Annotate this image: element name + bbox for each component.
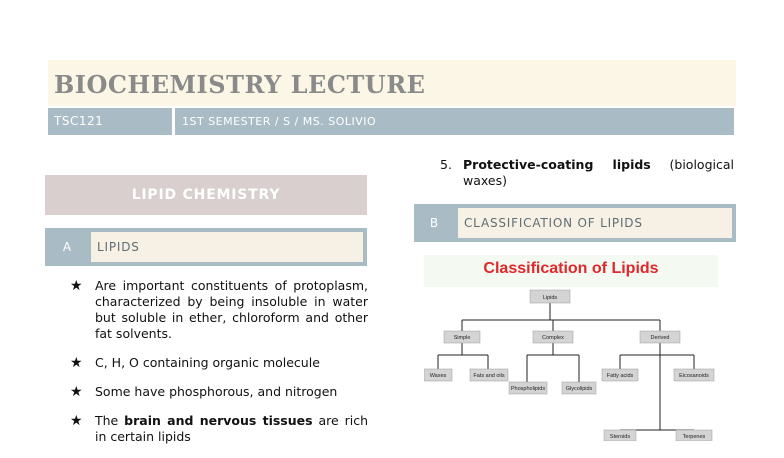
- node-glycolipids: Glycolipids: [565, 386, 593, 392]
- list-item: [70, 355, 368, 371]
- subsection-label: CLASSIFICATION OF LIPIDS: [458, 208, 732, 238]
- list-item: [70, 278, 368, 342]
- star-bullet-icon: ★: [70, 384, 83, 400]
- item-number: 5.: [440, 157, 452, 172]
- course-code: TSC121: [48, 108, 172, 135]
- tree-connectors: [438, 303, 694, 430]
- bullet-text-post: are rich in certain lipids: [95, 413, 368, 444]
- subsection-header-b: [414, 204, 736, 242]
- classification-figure: [424, 255, 718, 441]
- figure-title: Classification of Lipids: [483, 260, 659, 277]
- header-meta-row: [48, 108, 736, 135]
- subsection-header-a: [45, 228, 367, 266]
- subsection-label: LIPIDS: [91, 232, 363, 262]
- node-complex: Complex: [542, 335, 564, 341]
- subsection-letter: A: [62, 240, 72, 254]
- course-info: 1ST SEMESTER / S / MS. SOLIVIO: [175, 108, 734, 135]
- bullet-text-pre: The: [95, 413, 125, 428]
- node-fatty-acids: Fatty acids: [606, 373, 634, 379]
- node-simple: Simple: [453, 335, 471, 341]
- section-title: LIPID CHEMISTRY: [45, 175, 367, 215]
- node-fats-oils: Fats and oils: [473, 373, 505, 379]
- star-bullet-icon: ★: [70, 413, 83, 429]
- node-phospholipids: Phospholipids: [510, 386, 546, 392]
- node-derived: Derived: [650, 335, 670, 341]
- bullet-text-bold: brain and nervous tissues: [124, 413, 313, 428]
- list-item: [70, 384, 368, 400]
- item-bold-text: Protective-coating lipids: [463, 157, 651, 172]
- node-root: Lipids: [542, 295, 558, 301]
- node-terpenes: Terpenes: [682, 434, 706, 440]
- document-title: BIOCHEMISTRY LECTURE: [54, 70, 426, 99]
- subsection-letter: B: [429, 216, 439, 230]
- bullet-list: [70, 278, 368, 458]
- star-bullet-icon: ★: [70, 278, 83, 294]
- item-rest-text: (biological waxes): [463, 157, 734, 188]
- numbered-item: [440, 157, 734, 189]
- bullet-text: C, H, O containing organic molecule: [95, 355, 320, 370]
- node-eicosanoids: Eicosanoids: [679, 373, 709, 379]
- bullet-text: Some have phosphorous, and nitrogen: [95, 384, 338, 399]
- node-waxes: Waxes: [429, 373, 447, 379]
- star-bullet-icon: ★: [70, 355, 83, 371]
- bullet-text: Are important constituents of protoplasm, characterized by being insoluble in water but soluble in ether, chloroform and other fat solvents.: [95, 278, 368, 341]
- node-steroids: Steroids: [609, 434, 631, 440]
- list-item: [70, 413, 368, 445]
